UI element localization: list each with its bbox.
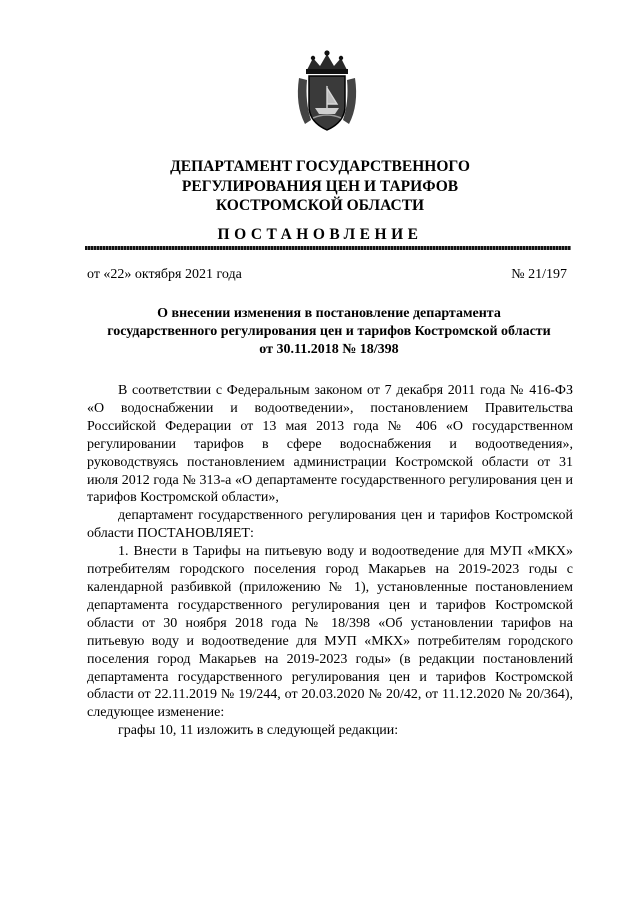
subject-line: государственного регулирования цен и тарифов Костромской области <box>107 324 551 339</box>
agency-line: РЕГУЛИРОВАНИЯ ЦЕН И ТАРИФОВ <box>181 177 459 195</box>
agency-line: ДЕПАРТАМЕНТ ГОСУДАРСТВЕННОГО <box>170 158 470 175</box>
coat-of-arms-emblem <box>293 50 361 134</box>
subject-line: от 30.11.2018 № 18/398 <box>259 342 399 357</box>
body-paragraph: В соответствии с Федеральным законом от 7 декабря 2011 года № 416-ФЗ «О водоснабжении и водоотведении», постановлением Правительства Российской Федерации от 13 мая 2013 года № 406 «О государственном регулировании тарифов в сфере водоснабжения и водоотведения», руководствуясь постановлением администрации Костромской области от 31 июля 2012 года № 313-а «О департаменте государственного регулирования цен и тарифов Костромской области», <box>87 383 573 506</box>
document-body <box>87 382 573 740</box>
header-divider <box>85 246 571 250</box>
document-date: от «22» октября 2021 года <box>87 267 242 282</box>
agency-line: КОСТРОМСКОЙ ОБЛАСТИ <box>215 197 425 214</box>
body-paragraph: графы 10, 11 изложить в следующей редакции: <box>118 723 399 739</box>
body-paragraph: департамент государственного регулирования цен и тарифов Костромской области ПОСТАНОВЛЯЕТ: <box>87 508 573 542</box>
document-type: ПОСТАНОВЛЕНИЕ <box>217 226 423 243</box>
document-meta <box>87 267 567 283</box>
agency-name <box>0 157 640 216</box>
body-paragraph: 1. Внести в Тарифы на питьевую воду и водоотведение для МУП «МКХ» потребителям городского поселения город Макарьев на 2019-2023 годы с календарной разбивкой (приложению № 1), установленные постановлением департамента государственного регулирования цен и тарифов Костромской области от 30 ноября 2018 года № 18/398 «Об установлении тарифов на питьевую воду и водоотведение для МУП «МКХ» потребителям городского поселения город Макарьев на 2019-2023 годы» (в редакции постановлений департамента государственного регулирования цен и тарифов Костромской области от 22.11.2019 № 19/244, от 20.03.2020 № 20/42, от 11.12.2020 № 20/364), следующее изменение: <box>87 544 573 721</box>
subject-line: О внесении изменения в постановление департамента <box>157 306 501 321</box>
document-number: № 21/197 <box>511 267 567 282</box>
document-subject <box>82 305 576 359</box>
